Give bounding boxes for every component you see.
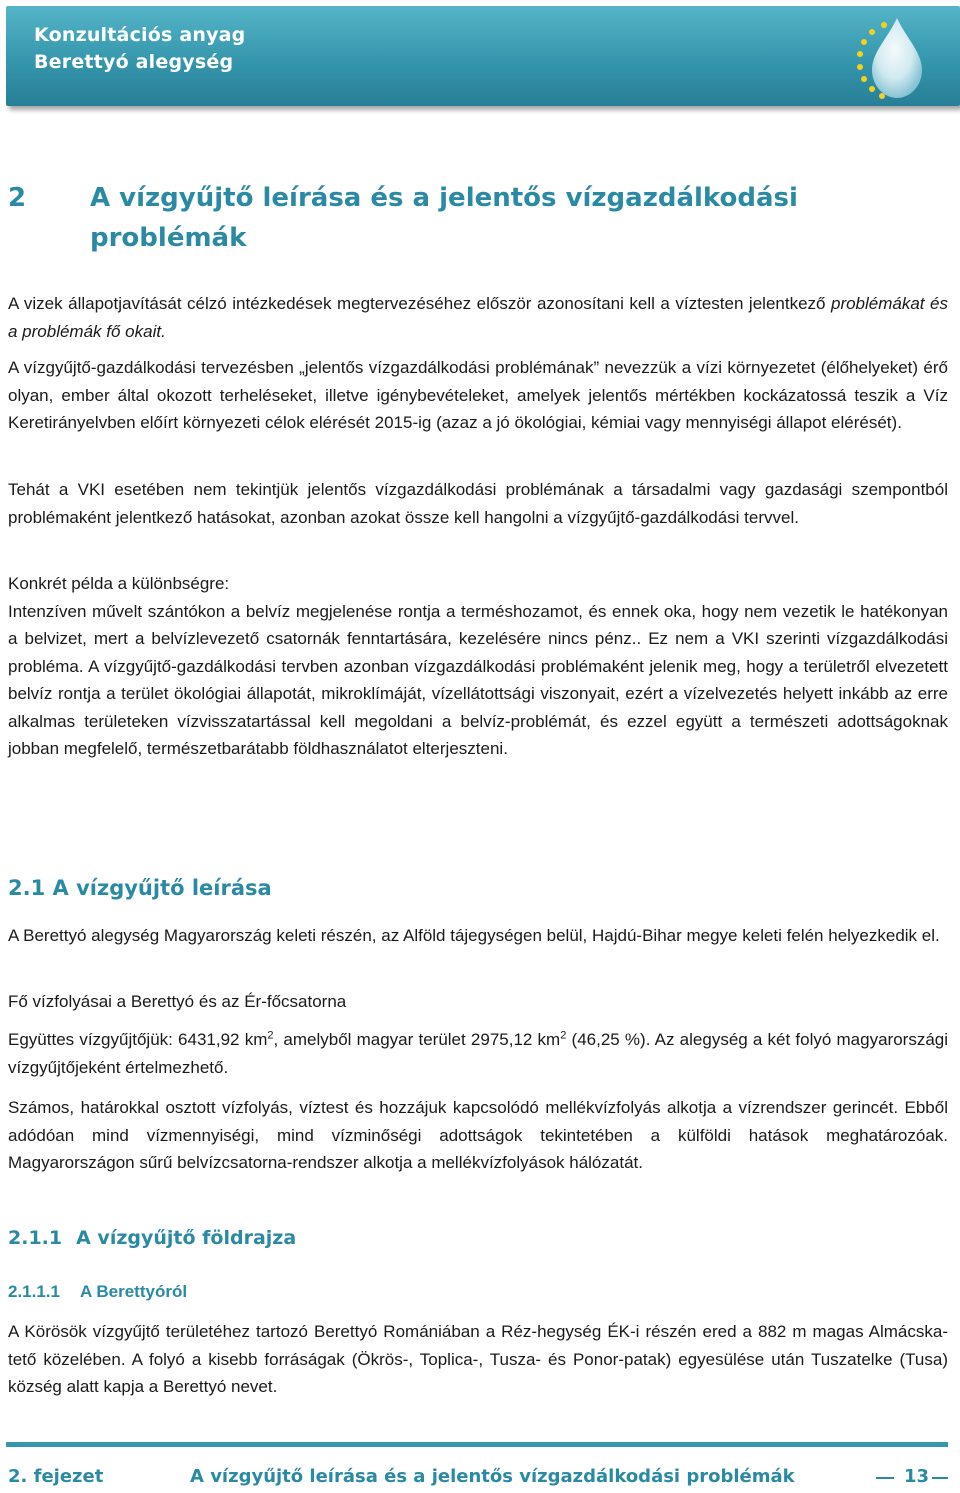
page-number: 13 [904, 1466, 930, 1487]
subsubsection-title: A vízgyűjtő földrajza [76, 1227, 297, 1249]
header-subtitle: Berettyó alegység [34, 51, 234, 73]
area-superscript-2: 2 [560, 1029, 567, 1042]
paragraph-berettyo [8, 1318, 948, 1401]
paragraph-area [8, 1026, 948, 1081]
paragraph-text: A vizek állapotjavítását célzó intézkedések megtervezéséhez először azonosítani kell a víztesten jelentkező problémákat és a problémák fő okait. [8, 294, 948, 341]
paragraph-text: A Berettyó alegység Magyarország keleti részén, az Alföld tájegységen belül, Hajdú-Bihar megye keleti felén helyezkedik el. [8, 926, 940, 945]
footer-dash-left [876, 1477, 894, 1479]
area-text-pre: Együttes vízgyűjtőjük: 6431,92 km [8, 1030, 268, 1049]
subsubsection-number: 2.1.1 [8, 1227, 63, 1249]
example-label: Konkrét példa a különbségre: [8, 574, 230, 593]
paragraph-definition [8, 354, 948, 437]
paragraph-network [8, 1094, 948, 1177]
footer-dash-right [932, 1477, 948, 1479]
subsubsubsection-number: 2.1.1.1 [8, 1282, 60, 1301]
subsection-number-sub: 1 [30, 876, 46, 900]
subsubsubsection-heading [8, 1282, 187, 1302]
footer-title: A vízgyűjtő leírása és a jelentős vízgazdálkodási problémák [190, 1466, 795, 1487]
paragraph-text: Fő vízfolyásai a Berettyó és az Ér-főcsatorna [8, 992, 347, 1011]
paragraph-text: A Körösök vízgyűjtő területéhez tartozó Berettyó Romániában a Réz-hegység ÉK-i részén ered a 882 m magas Almácska-tető közelében. A folyó a kisebb forráságak (Ökrös-, Toplica-, Tusza- és Ponor-patak) egyesülése után Tuszatelke (Tusa) község alatt kapja a Berettyó nevet. [8, 1322, 948, 1396]
page-header [6, 6, 960, 106]
area-text-post: (46,25 %). Az alegység a két folyó magyarországi vízgyűjtőjeként értelmezhető. [8, 1030, 948, 1077]
paragraph-italic-text: problémákat és a problémák fő okait. [8, 294, 948, 341]
subsubsection-heading [8, 1227, 296, 1249]
paragraph-vki [8, 476, 948, 531]
subsection-heading [8, 876, 272, 900]
footer-divider [6, 1442, 948, 1447]
paragraph-location [8, 922, 948, 950]
paragraph-text: Tehát a VKI esetében nem tekintjük jelentős vízgazdálkodási problémának a társadalmi vagy gazdasági szempontból problémaként jelentkező hatásokat, azonban azokat össze kell hangolni a vízgyűjtő-gazdálkodási tervvel. [8, 480, 948, 527]
area-text-mid: , amelyből magyar terület 2975,12 km [273, 1030, 561, 1049]
example-text: Intenzíven művelt szántókon a belvíz megjelenése rontja a terméshozamot, és ennek oka, hogy nem vezetik le hatékonyan a belvizet, mert a belvízlevezető csatornák fenntartására, kezelésére nincs pénz.. Ez nem a VKI szerinti vízgazdálkodási probléma. A vízgyűjtő-gazdálkodási tervben azonban vízgazdálkodási problémaként jelenik meg, hogy a területről elvezetett belvíz rontja a terület ökológiai állapotát, mikroklímáját, vízellátottsági viszonyait, ezért a vízelvezetés helyett inkább az erre alkalmas területeken vízvisszatartással kell megoldani a belvíz-problémát, és ezzel együtt a természeti adottságoknak jobban megfelelő, természetbarátabb földhasználatot elterjeszteni. [8, 601, 948, 758]
page-footer [8, 1466, 948, 1490]
header-title: Konzultációs anyag [34, 24, 246, 46]
section-number: 2 [8, 183, 27, 213]
paragraph-text: Számos, határokkal osztott vízfolyás, víztest és hozzájuk kapcsolódó mellékvízfolyás alkotja a vízrendszer gerincét. Ebből adódóan mind vízmennyiségi, mind vízminőségi adottságok tekintetében a külföldi hatások meghatározóak. Magyarországon sűrű belvízcsatorna-rendszer alkotja a mellékvízfolyások hálózatát. [8, 1098, 948, 1172]
footer-chapter: 2. fejezet [8, 1466, 104, 1487]
subsubsubsection-title: A Berettyóról [80, 1282, 188, 1301]
eu-water-drop-logo-icon [842, 12, 952, 104]
paragraph-example [8, 570, 948, 763]
paragraph-text: A vízgyűjtő-gazdálkodási tervezésben „jelentős vízgazdálkodási problémának” nevezzük a vízi környezetet (élőhelyeket) érő olyan, ember által okozott terheléseket, illetve igénybevételeket, amelyek jelentős mértékben kockázatossá teszik a Víz Keretirányelvben előírt környezeti célok elérését 2015-ig (azaz a jó ökológiai, kémiai vagy mennyiségi állapot elérését). [8, 358, 948, 432]
section-title: A vízgyűjtő leírása és a jelentős vízgazdálkodási problémák [90, 183, 798, 253]
subsection-title: A vízgyűjtő leírása [52, 876, 272, 900]
paragraph-rivers [8, 988, 948, 1016]
paragraph-intro [8, 290, 948, 345]
subsection-number-main: 2. [8, 876, 31, 900]
area-superscript-1: 2 [267, 1029, 274, 1042]
